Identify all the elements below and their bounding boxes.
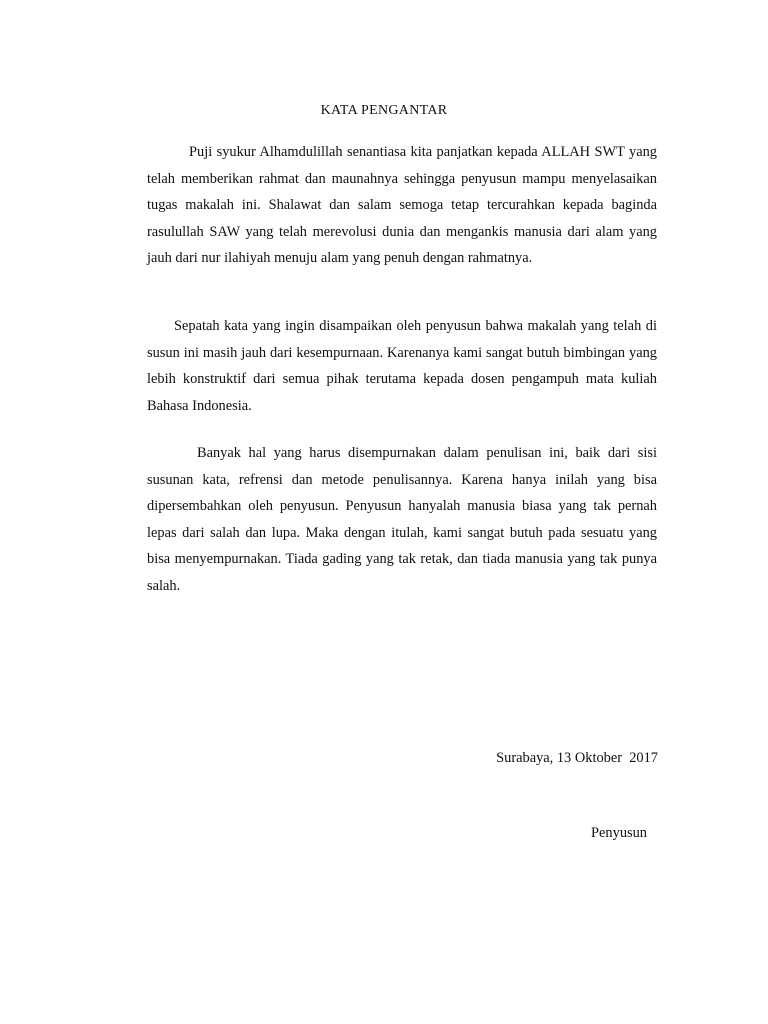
page-title: KATA PENGANTAR — [320, 103, 448, 118]
place-date: Surabaya, 13 Oktober 2017 — [496, 750, 658, 766]
paragraph-opening: Puji syukur Alhamdulillah senantiasa kita panjatkan kepada ALLAH SWT yang telah memberikan rahmat dan maunahnya sehingga penyusun mampu menyelasaikan tugas makalah ini. Shalawat dan salam semoga tetap tercurahkan kepada baginda rasulullah SAW yang telah merevolusi dunia dan mengankis manusia dari alam yang jauh dari nur ilahiyah menuju alam yang penuh dengan rahmatnya. — [147, 144, 657, 267]
author-signature: Penyusun — [591, 825, 647, 841]
paragraph-closing: Banyak hal yang harus disempurnakan dalam penulisan ini, baik dari sisi susunan kata, refrensi dan metode penulisannya. Karena hanya inilah yang bisa dipersembahkan oleh penyusun. Penyusun hanyalah manusia biasa yang tak pernah lepas dari salah dan lupa. Maka dengan itulah, kami sangat butuh pada sesuatu yang bisa menyempurnakan. Tiada gading yang tak retak, dan tiada manusia yang tak punya salah. — [147, 445, 657, 594]
paragraph-request: Sepatah kata yang ingin disampaikan oleh penyusun bahwa makalah yang telah di susun ini masih jauh dari kesempurnaan. Karenanya kami sangat butuh bimbingan yang lebih konstruktif dari semua pihak terutama kepada dosen pengampuh mata kuliah Bahasa Indonesia. — [147, 318, 657, 414]
